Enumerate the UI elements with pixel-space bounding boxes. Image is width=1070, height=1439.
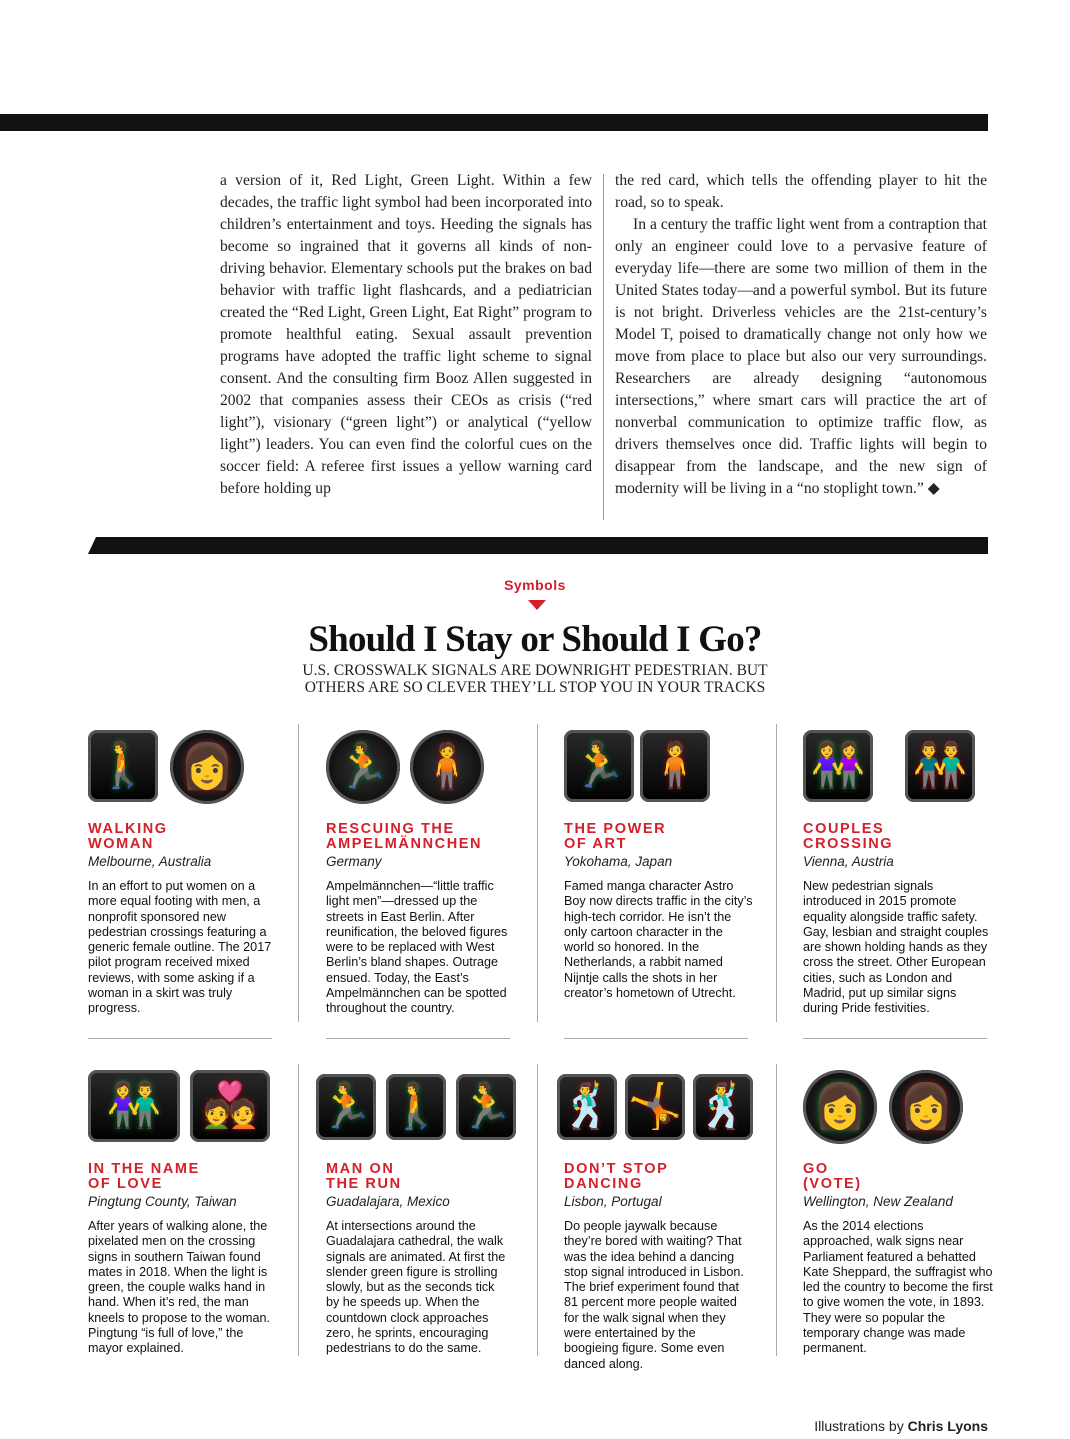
red-astro-boy-signal-icon: 🧍 [640, 730, 710, 802]
card-body: After years of walking alone, the pixelated men on the crossing signs in southern Taiwan found mates in 2018. When the light is green, the couple walks hand in hand. When it’s red, the man kneels to propose to the woman. Pingtung “is full of love,” the mayor explained. [88, 1219, 271, 1356]
section-kicker: Symbols [504, 577, 566, 593]
card-couples-crossing [803, 724, 993, 1017]
card-title: WALKING WOMAN [88, 821, 168, 852]
green-walking-woman-signal-icon: 🚶 [88, 730, 158, 802]
card-dont-stop-dancing [557, 1064, 751, 1372]
red-kate-sheppard-signal-icon: 👩 [889, 1070, 963, 1144]
card-location: Guadalajara, Mexico [326, 1194, 450, 1209]
card-title: THE POWER OF ART [564, 821, 667, 852]
row-divider [326, 1038, 510, 1039]
card-body: As the 2014 elections approached, walk signs near Parliament featured a behatted Kate Sheppard, the suffragist who led the country to become the first to give women the vote, in 1893. They were so popular the temporary change was made permanent. [803, 1219, 993, 1356]
row-divider [88, 1038, 272, 1039]
card-location: Wellington, New Zealand [803, 1194, 953, 1209]
dek-line: OTHERS ARE SO CLEVER THEY’LL STOP YOU IN YOUR TRACKS [304, 679, 766, 696]
card-location: Vienna, Austria [803, 854, 894, 869]
article-paragraph: the red card, which tells the offending player to hit the road, so to speak. [615, 172, 987, 211]
card-ampelmannchen [326, 724, 516, 1017]
card-man-on-run [316, 1064, 514, 1357]
card-body: At intersections around the Guadalajara cathedral, the walk signals are animated. At first the slender green figure is strolling slowly, but as the seconds tick by he speeds up. When the countdown clock approaches zero, he sprints, encouraging pedestrians to do the same. [326, 1219, 506, 1356]
card-divider [298, 724, 299, 1022]
green-walking-man-signal-icon: 🚶 [386, 1074, 446, 1140]
article-paragraph: a version of it, Red Light, Green Light. Within a few decades, the traffic light symbol had been incorporated into children’s entertainment and toys. Heeding the signals has become so ingrained that it governs all kinds of non-driving behavior. Elementary schools put the brakes on bad behavior with traffic light flashcards, and a pediatrician created the “Red Light, Green Light, Eat Right” program to promote healthful eating. Sexual assault prevention programs have adopted the traffic light scheme to signal consent. And the consulting firm Booz Allen suggested in 2002 that companies assess their CEOs as crisis (“red light”), visionary (“green light”) or analytical (“yellow light”) leaders. You can even find the colorful cues on the soccer field: A referee first issues a yellow warning card before holding up [220, 172, 592, 497]
card-title: IN THE NAME OF LOVE [88, 1161, 200, 1192]
card-divider [537, 724, 538, 1022]
article-column-2 [615, 170, 987, 500]
card-divider [298, 1064, 299, 1356]
card-location: Lisbon, Portugal [564, 1194, 662, 1209]
red-couple-signal-icon: 👬 [905, 730, 975, 802]
illustration-credit: Illustrations by Chris Lyons [814, 1418, 988, 1434]
row-divider [564, 1038, 748, 1039]
card-divider [776, 724, 777, 1022]
card-name-of-love [88, 1064, 278, 1357]
red-kneeling-proposal-signal-icon: 💑 [190, 1070, 270, 1142]
card-location: Yokohama, Japan [564, 854, 673, 869]
article-column-1 [220, 170, 592, 500]
card-location: Pingtung County, Taiwan [88, 1194, 237, 1209]
card-divider [537, 1064, 538, 1356]
card-body: New pedestrian signals introduced in 2015 promote equality alongside traffic safety. Gay, lesbian and straight couples are shown holding hands as they cross the street. Other European cities, such as London and Madrid, put up similar signs during Pride festivities. [803, 879, 989, 1016]
card-location: Melbourne, Australia [88, 854, 212, 869]
card-go-vote [803, 1064, 993, 1357]
red-standing-woman-signal-icon: 👩 [170, 730, 244, 804]
card-body: In an effort to put women on a more equal footing with men, a nonprofit sponsored new pedestrian crossings featuring a generic female outline. The 2017 pilot program received mixed reviews, with some asking if a woman in a skirt was truly progress. [88, 879, 272, 1016]
row-divider [803, 1038, 987, 1039]
illustrator-name: Chris Lyons [907, 1418, 988, 1434]
red-dancing-man-signal-icon: 🕺 [693, 1074, 753, 1140]
card-title: COUPLES CROSSING [803, 821, 894, 852]
card-walking-woman [88, 724, 278, 1017]
card-title: GO (VOTE) [803, 1161, 862, 1192]
article-paragraph: In a century the traffic light went from a contraption that only an engineer could love to a pervasive feature of everyday life—there are some two million of them in the United States today—and a powerful symbol. But its future is not bright. Driverless vehicles are the 21st-century’s Model T, poised to dramatically change not only how we move from place to place but also our very surroundings. Researchers are already designing “autonomous intersections,” where smart cars will practice the art of nonverbal communication to optimize traffic flow, as drivers themselves once did. Traffic lights will begin to disappear from the landscape, and the new sign of modernity will be living in a “no stoplight town.” ◆ [615, 216, 987, 497]
red-dancing-man-signal-icon: 🤸 [625, 1074, 685, 1140]
card-title: DON’T STOP DANCING [564, 1161, 669, 1192]
green-ampelmann-signal-icon: 🏃 [326, 730, 400, 804]
card-power-of-art [564, 724, 754, 1001]
top-rule [0, 114, 988, 131]
section-dek [0, 662, 1070, 696]
red-ampelmann-signal-icon: 🧍 [410, 730, 484, 804]
card-divider [776, 1064, 777, 1356]
column-divider [603, 174, 604, 520]
card-body: Famed manga character Astro Boy now directs traffic in the city’s high-tech corridor. He isn’t the only cartoon character in the world so honored. In the Netherlands, a rabbit named Nijntje calls the shots in her creator’s hometown of Utrecht. [564, 879, 753, 1001]
card-body: Ampelmännchen—“little traffic light men”—dressed up the streets in East Berlin. After reunification, the beloved figures were to be replaced with West Berlin’s bland shapes. Outrage ensued. Today, the East’s Ampelmännchen can be spotted throughout the country. [326, 879, 508, 1016]
card-location: Germany [326, 854, 382, 869]
card-title: MAN ON THE RUN [326, 1161, 402, 1192]
green-couple-walking-signal-icon: 👫 [88, 1070, 180, 1142]
card-body: Do people jaywalk because they’re bored with waiting? That was the idea behind a dancing stop signal introduced in Lisbon. The brief experiment found that 81 percent more people waited for the walk signal when they were entertained by the boogieing figure. Some even danced along. [564, 1219, 744, 1371]
dek-line: U.S. CROSSWALK SIGNALS ARE DOWNRIGHT PEDESTRIAN. BUT [302, 662, 768, 679]
green-walking-man-signal-icon: 🏃 [316, 1074, 376, 1140]
green-astro-boy-signal-icon: 🏃 [564, 730, 634, 802]
green-couple-signal-icon: 👭 [803, 730, 873, 802]
card-title: RESCUING THE AMPELMÄNNCHEN [326, 821, 483, 852]
green-kate-sheppard-signal-icon: 👩 [803, 1070, 877, 1144]
section-headline: Should I Stay or Should I Go? [308, 619, 762, 660]
red-dancing-man-signal-icon: 🕺 [557, 1074, 617, 1140]
kicker-arrow-icon [528, 600, 546, 610]
green-running-man-signal-icon: 🏃 [456, 1074, 516, 1140]
section-rule [88, 537, 988, 554]
